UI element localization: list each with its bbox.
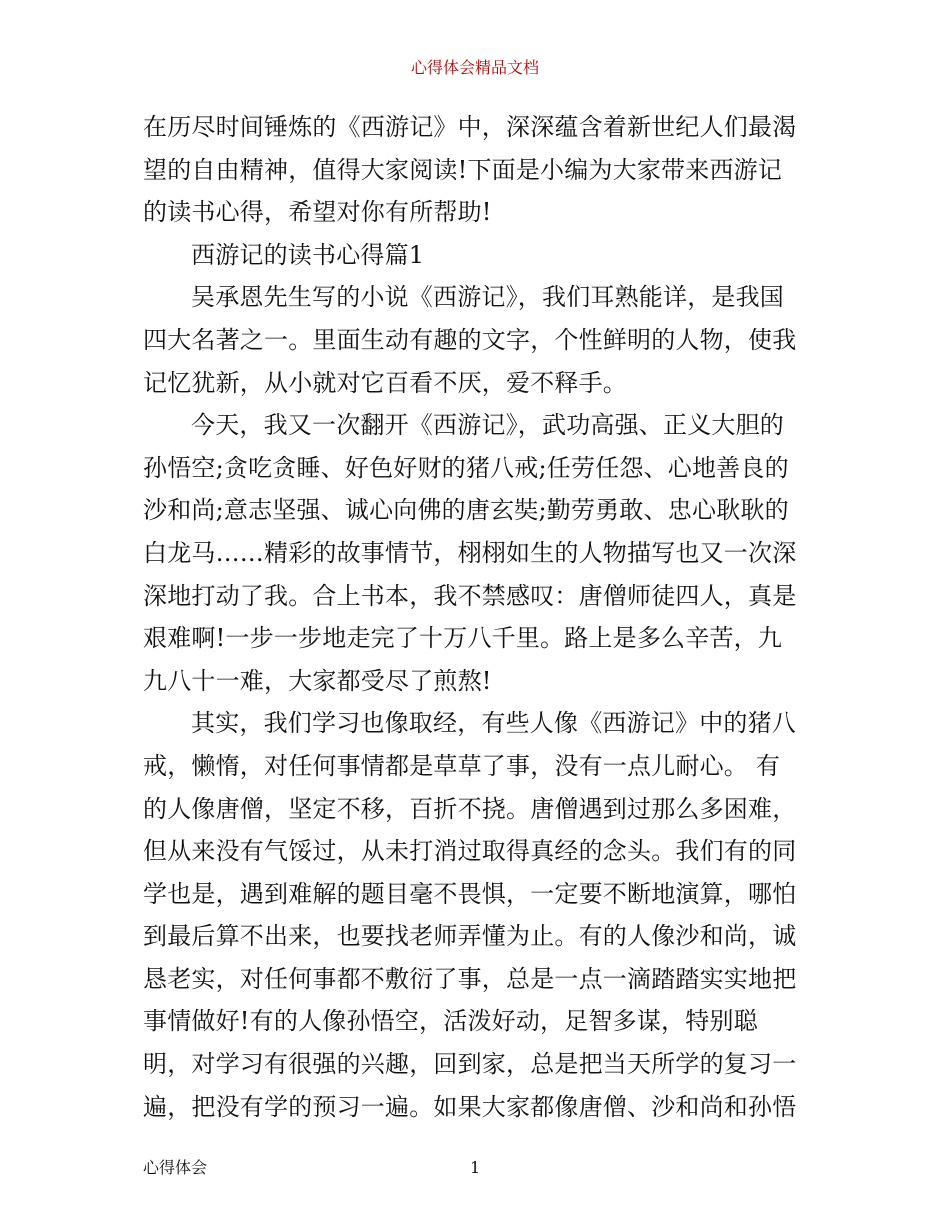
footer-label: 心得体会: [143, 1158, 208, 1177]
paragraph-line: 九八十一难，大家都受尽了煎熬!: [143, 666, 492, 695]
paragraph-line: 遍，把没有学的预习一遍。如果大家都像唐僧、沙和尚和孙悟: [143, 1092, 797, 1121]
paragraph-line: 望的自由精神，值得大家阅读!下面是小编为大家带来西游记: [143, 155, 783, 184]
section-heading: 西游记的读书心得篇1: [191, 240, 425, 269]
paragraph-line: 明，对学习有很强的兴趣，回到家，总是把当天所学的复习一: [143, 1050, 797, 1079]
paragraph-line: 但从来没有气馁过，从未打消过取得真经的念头。我们有的同: [143, 837, 797, 866]
paragraph-line: 艰难啊!一步一步地走完了十万八千里。路上是多么辛苦，九: [143, 624, 783, 653]
paragraph-line: 戒，懒惰，对任何事情都是草草了事，没有一点儿耐心。 有: [143, 751, 781, 780]
document-body: [143, 106, 811, 1128]
page-header-title: 心得体会精品文档: [410, 58, 539, 77]
paragraph-line: 其实，我们学习也像取经，有些人像《西游记》中的猪八: [191, 709, 796, 738]
paragraph-line: 学也是，遇到难解的题目毫不畏惧，一定要不断地演算，哪怕: [143, 879, 797, 908]
paragraph-line: 事情做好!有的人像孙悟空，活泼好动，足智多谋，特别聪: [143, 1007, 758, 1036]
paragraph-line: 的读书心得，希望对你有所帮助!: [143, 198, 492, 227]
paragraph-line: 吴承恩先生写的小说《西游记》，我们耳熟能详，是我国: [191, 283, 784, 312]
paragraph-line: 今天，我又一次翻开《西游记》，武功高强、正义大胆的: [191, 411, 784, 440]
paragraph-line: 在历尽时间锤炼的《西游记》中，深深蕴含着新世纪人们最渴: [143, 113, 797, 141]
paragraph-line: 沙和尚;意志坚强、诚心向佛的唐玄奘;勤劳勇敢、忠心耿耿的: [143, 496, 789, 525]
paragraph-line: 孙悟空;贪吃贪睡、好色好财的猪八戒;任劳任怨、心地善良的: [143, 453, 789, 482]
paragraph-line: 深地打动了我。合上书本，我不禁感叹：唐僧师徒四人，真是: [143, 581, 797, 610]
paragraph-line: 记忆犹新，从小就对它百看不厌，爱不释手。: [143, 368, 627, 397]
paragraph-line: 到最后算不出来，也要找老师弄懂为止。有的人像沙和尚，诚: [143, 922, 797, 951]
paragraph-line: 白龙马……精彩的故事情节，栩栩如生的人物描写也又一次深: [143, 538, 797, 567]
page-number: 1: [470, 1158, 481, 1177]
paragraph-line: 的人像唐僧，坚定不移，百折不挠。唐僧遇到过那么多困难，: [143, 794, 797, 823]
paragraph-line: 恳老实，对任何事都不敷衍了事，总是一点一滴踏踏实实地把: [143, 964, 797, 993]
paragraph-line: 四大名著之一。里面生动有趣的文字，个性鲜明的人物，使我: [143, 325, 797, 354]
